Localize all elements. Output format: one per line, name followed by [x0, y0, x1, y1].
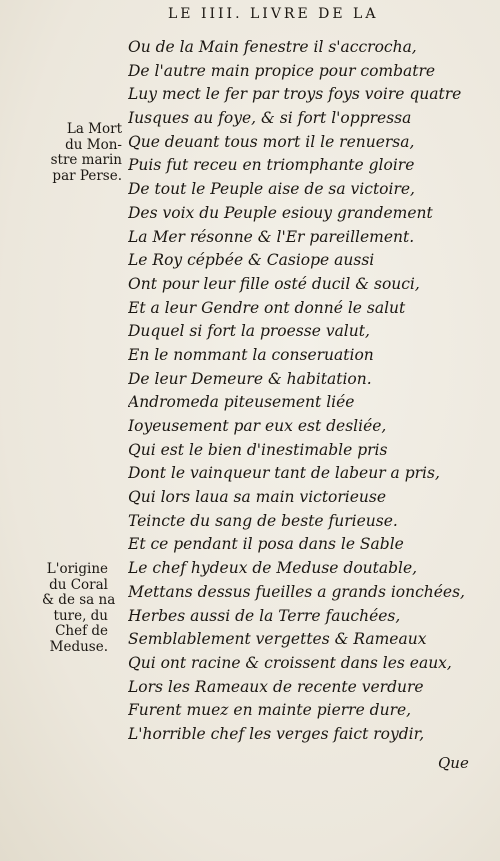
verse-line: Herbes aussi de la Terre fauchées,: [128, 606, 401, 625]
margin-note-line: du Coral: [49, 576, 108, 593]
verse-line: En le nommant la conseruation: [128, 345, 374, 364]
verse-line: Semblablement vergettes & Rameaux: [128, 630, 427, 649]
verse-line: Ou de la Main fenestre il s'accrocha,: [128, 38, 417, 56]
poem-text: [128, 36, 488, 747]
verse-line: Dont le vainqueur tant de labeur a pris,: [128, 464, 440, 483]
verse-line: De leur Demeure & habitation.: [128, 369, 372, 388]
margin-note-line: & de sa na: [42, 592, 116, 608]
verse-line: Le chef hydeux de Meduse doutable,: [128, 559, 418, 578]
margin-note-line: L'origine: [46, 561, 108, 577]
verse-line: Luy mect le fer par troys foys voire quatre: [128, 85, 462, 104]
verse-line: Qui ont racine & croissent dans les eaux,: [128, 653, 452, 672]
verse-line: Furent muez en mainte pierre dure,: [128, 701, 412, 720]
verse-line: Ioyeusement par eux est desliée,: [128, 417, 387, 435]
verse-line: La Mer résonne & l'Er pareillement.: [128, 227, 415, 246]
margin-note-death-of-monster: [50, 122, 122, 184]
margin-note-line: La Mort: [66, 121, 122, 137]
verse-line: Andromeda piteusement liée: [128, 393, 355, 412]
verse-line: Puis fut receu en triomphante gloire: [128, 156, 415, 175]
verse-line: Et a leur Gendre ont donné le salut: [128, 298, 406, 317]
margin-note-line: du Mon-: [65, 136, 122, 153]
margin-note-line: ture, du: [53, 607, 108, 624]
verse-line: L'horrible chef les verges faict roydir,: [128, 724, 425, 743]
verse-line: Le Roy cépbée & Casiope aussi: [128, 251, 375, 270]
verse-line: Qui est le bien d'inestimable pris: [128, 440, 388, 459]
verse-line: Ont pour leur fille osté ducil & souci,: [128, 274, 420, 293]
catchword: Que: [438, 754, 469, 772]
verse-line: Iusques au foye, & si fort l'oppressa: [128, 109, 412, 128]
verse-line: Des voix du Peuple esiouy grandement: [128, 203, 433, 222]
verse-line: De tout le Peuple aise de sa victoire,: [128, 180, 415, 199]
verse-line: Lors les Rameaux de recente verdure: [128, 677, 424, 696]
verse-line: Teincte du sang de beste furieuse.: [128, 511, 398, 530]
verse-line: Qui lors laua sa main victorieuse: [128, 488, 387, 507]
verse-line: Que deuant tous mort il le renuersa,: [128, 132, 415, 151]
margin-note-line: par Perse.: [52, 167, 122, 184]
margin-note-line: Chef de: [55, 623, 108, 639]
margin-note-line: Meduse.: [49, 638, 108, 655]
margin-note-line: stre marin: [50, 152, 122, 168]
running-header: LE IIII. LIVRE DE LA: [168, 6, 379, 22]
verse-line: Et ce pendant il posa dans le Sable: [128, 535, 404, 554]
verse-line: De l'autre main propice pour combatre: [128, 61, 436, 80]
margin-note-origin-of-coral: [42, 561, 116, 655]
verse-line: Duquel si fort la proesse valut,: [128, 322, 370, 341]
verse-line: Mettans dessus fueilles a grands ionchées,: [128, 582, 465, 601]
